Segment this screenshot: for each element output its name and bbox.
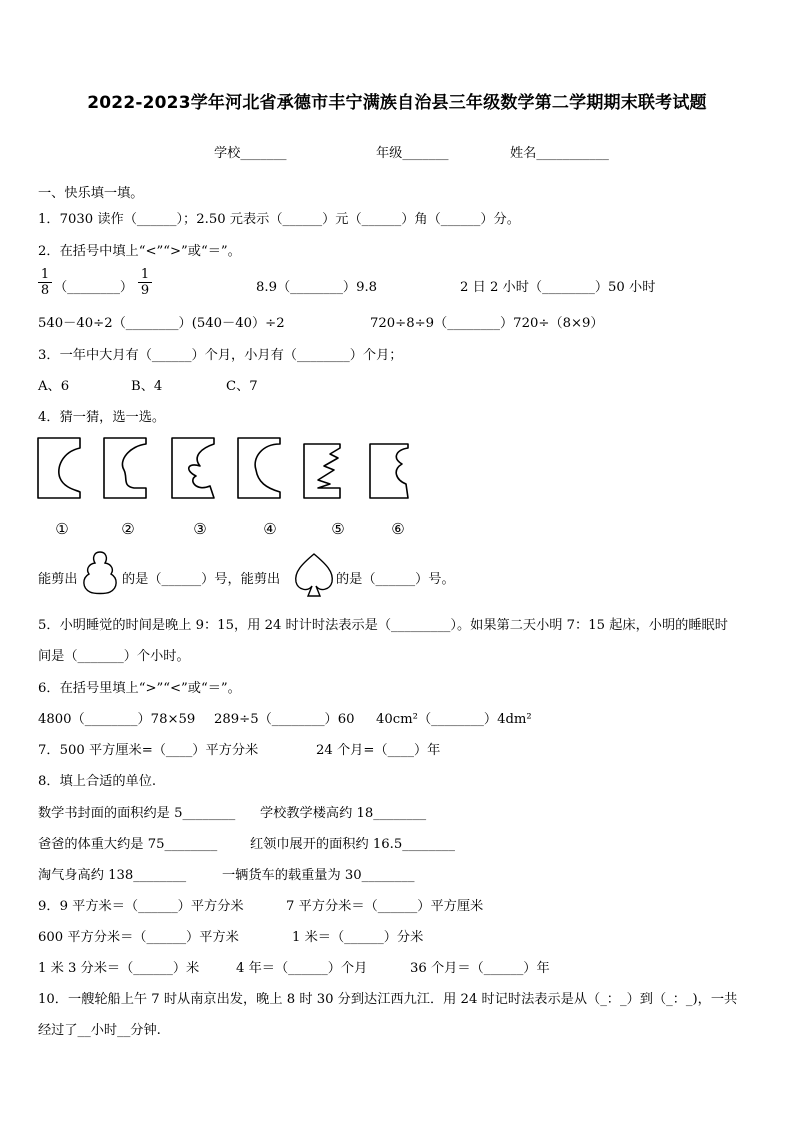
question-4-answer-prefix: 能剪出 xyxy=(38,572,78,587)
compare-item: 4800（________）78×59 xyxy=(38,712,196,727)
paper-shape-5 xyxy=(304,444,340,498)
unit-item: 学校教学楼高约 18________ xyxy=(260,806,427,821)
fraction-numerator: 1 xyxy=(138,267,152,283)
fraction-denominator: 9 xyxy=(140,283,150,298)
grade-field: 年级_______ xyxy=(376,146,449,161)
option-a: A、6 xyxy=(38,379,70,394)
paper-shape-3 xyxy=(172,438,214,498)
unit-item: 淘气身高约 138________ xyxy=(38,868,187,883)
conversion-item: 1 米＝（______）分米 xyxy=(292,930,424,945)
gourd-shape-icon xyxy=(80,548,120,596)
question-4-answer-suffix: 的是（______）号。 xyxy=(336,572,455,587)
compare-item: 289÷5（________）60 xyxy=(214,712,355,727)
question-4-stem: 4．猜一猜，选一选。 xyxy=(38,410,166,425)
figure-label: ⑥ xyxy=(391,520,405,538)
compare-item: 2 日 2 小时（________）50 小时 xyxy=(460,280,656,295)
conversion-item: 1 米 3 分米＝（______）米 xyxy=(38,961,200,976)
question-10-line2: 经过了__小时__分钟. xyxy=(38,1023,161,1038)
question-2-stem: 2．在括号中填上“<”“>”或“＝”。 xyxy=(38,244,241,259)
paper-shape-2 xyxy=(104,438,146,498)
conversion-item: 7 平方分米＝（______）平方厘米 xyxy=(286,899,484,914)
question-7-a: 7．500 平方厘米=（____）平方分米 xyxy=(38,743,259,758)
compare-blank: （________） xyxy=(54,280,134,295)
compare-item: 8.9（________）9.8 xyxy=(256,280,378,295)
option-b: B、4 xyxy=(131,379,163,394)
figure-label: ③ xyxy=(193,520,207,538)
conversion-item: 36 个月＝（______）年 xyxy=(410,961,550,976)
unit-item: 一辆货车的载重量为 30________ xyxy=(222,868,415,883)
paper-shape-4 xyxy=(238,438,280,498)
conversion-item: 4 年＝（______）个月 xyxy=(236,961,368,976)
page-title: 2022-2023学年河北省承德市丰宁满族自治县三年级数学第二学期期末联考试题 xyxy=(87,93,707,113)
unit-item: 数学书封面的面积约是 5________ xyxy=(38,806,236,821)
question-6-stem: 6．在括号里填上“>”“<”或“＝”。 xyxy=(38,681,241,696)
figure-label: ② xyxy=(121,520,135,538)
compare-item: 720÷8÷9（________）720÷（8×9） xyxy=(370,316,604,331)
compare-item: 540－40÷2（________）(540－40）÷2 xyxy=(38,316,285,331)
figure-label: ① xyxy=(55,520,69,538)
paper-shape-6 xyxy=(370,444,408,498)
conversion-item: 9．9 平方米＝（______）平方分米 xyxy=(38,899,244,914)
question-8-stem: 8．填上合适的单位. xyxy=(38,774,157,789)
question-3-stem: 3．一年中大月有（______）个月，小月有（________）个月； xyxy=(38,348,403,363)
question-1: 1．7030 读作（______）；2.50 元表示（______）元（______）角（______）分。 xyxy=(38,212,520,227)
compare-item: 40cm²（________）4dm² xyxy=(376,712,532,727)
folded-paper-figures xyxy=(0,0,794,538)
paper-shape-1 xyxy=(38,438,80,498)
question-7-b: 24 个月=（____）年 xyxy=(316,743,441,758)
spade-shape-icon xyxy=(292,550,336,598)
question-5-line2: 间是（_______）个小时。 xyxy=(38,649,190,664)
figure-label: ⑤ xyxy=(331,520,345,538)
option-c: C、7 xyxy=(226,379,258,394)
name-field: 姓名___________ xyxy=(510,146,609,161)
figure-label: ④ xyxy=(263,520,277,538)
unit-item: 爸爸的体重大约是 75________ xyxy=(38,837,218,852)
question-5-line1: 5．小明睡觉的时间是晚上 9：15，用 24 时计时法表示是（_________）。如果第二天小明 7：15 起床，小明的睡眠时 xyxy=(38,618,728,633)
question-4-answer-middle: 的是（______）号，能剪出 xyxy=(122,572,281,587)
conversion-item: 600 平方分米＝（______）平方米 xyxy=(38,930,239,945)
fraction-denominator: 8 xyxy=(40,283,50,298)
section-heading: 一、快乐填一填。 xyxy=(38,186,144,201)
question-10-line1: 10．一艘轮船上午 7 时从南京出发，晚上 8 时 30 分到达江西九江．用 24 时记时法表示是从（_：_）到（_：_)，一共 xyxy=(38,992,738,1007)
school-field: 学校_______ xyxy=(214,146,287,161)
unit-item: 红领巾展开的面积约 16.5________ xyxy=(250,837,455,852)
fraction-numerator: 1 xyxy=(38,267,52,283)
